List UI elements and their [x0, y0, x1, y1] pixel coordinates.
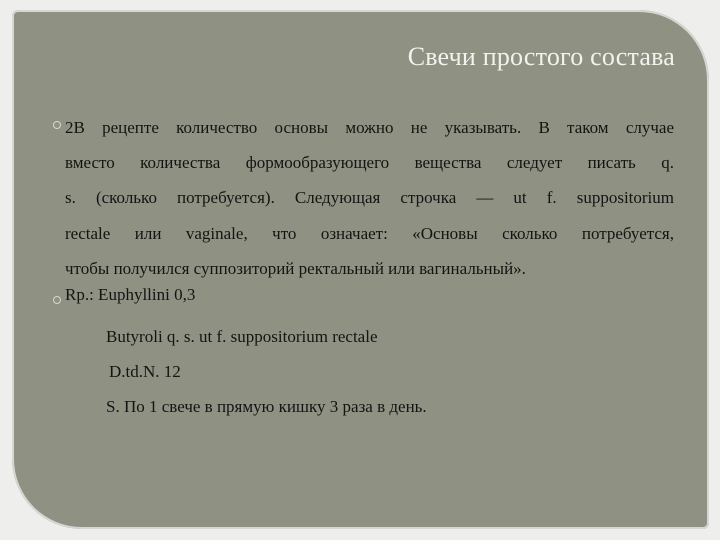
- paragraph-line-4: rectale или vaginale, что означает: «Основы сколько потребуется,: [65, 223, 674, 243]
- paragraph: [65, 110, 674, 286]
- recipe-line-2: Butyroli q. s. ut f. suppositorium rectale: [106, 327, 378, 346]
- recipe-rp-line: Rp.: Euphyllini 0,3: [65, 285, 196, 304]
- recipe-line-4: S. По 1 свече в прямую кишку 3 раза в день.: [106, 397, 427, 416]
- paragraph-line-2: вместо количества формообразующего вещества следует писать q.: [65, 153, 674, 173]
- bullet-icon: [53, 121, 61, 129]
- slide-title: Свечи простого состава: [407, 42, 675, 71]
- paragraph-line-5: чтобы получился суппозиторий ректальный или вагинальный».: [65, 258, 526, 278]
- recipe-line-3: D.td.N. 12: [109, 362, 181, 381]
- bullet-icon: [53, 296, 61, 304]
- paragraph-line-3: s. (сколько потребуется). Следующая строчка — ut f. suppositorium: [65, 188, 674, 208]
- paragraph-line-1: 2В рецепте количество основы можно не указывать. В таком случае: [65, 118, 674, 137]
